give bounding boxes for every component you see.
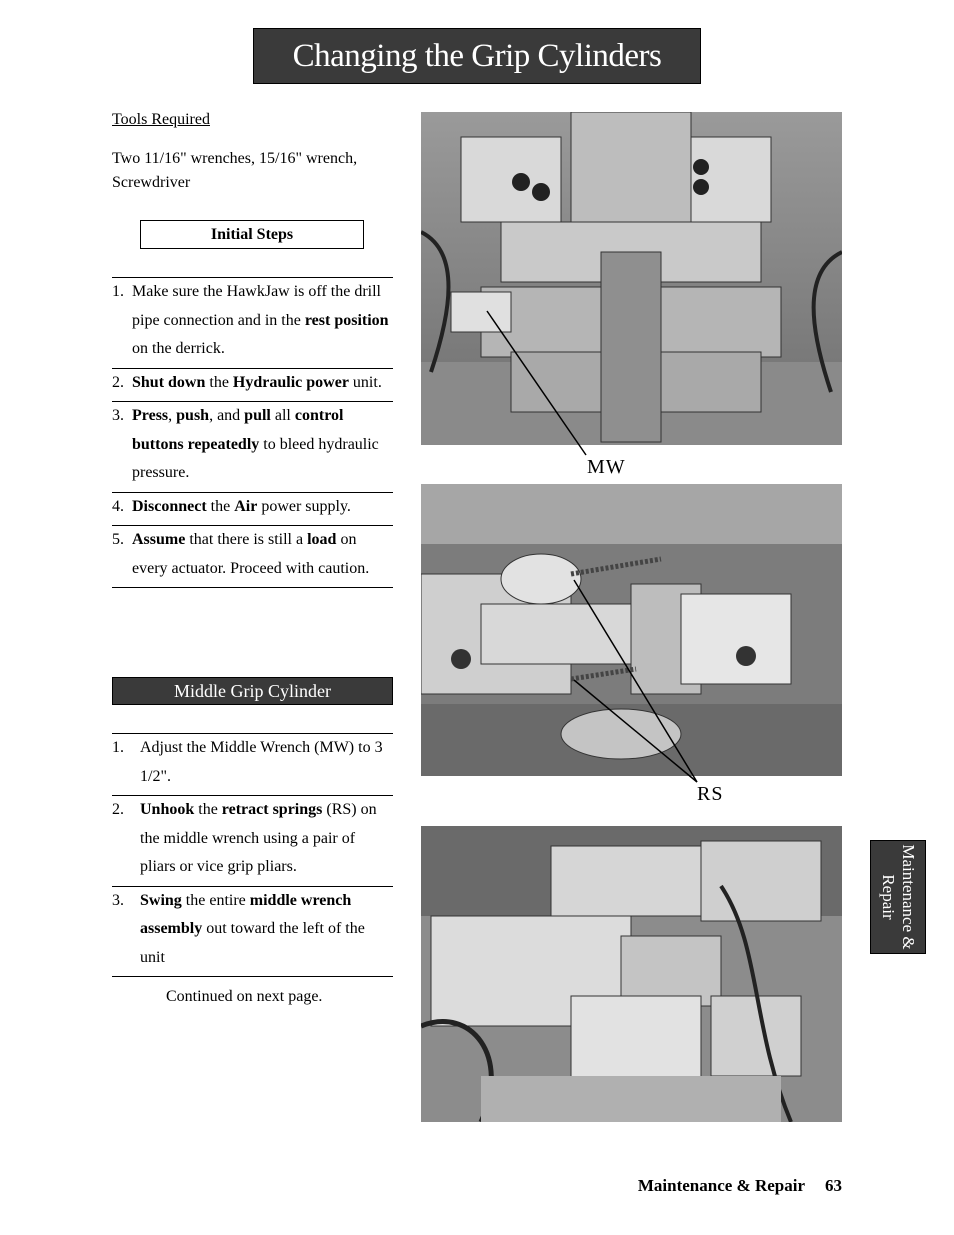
step-text: to bleed hydraulic pressure. — [132, 435, 379, 481]
step-text: the entire — [181, 891, 250, 909]
step-text: the — [194, 801, 222, 818]
step-number: 3. — [112, 407, 124, 424]
step-text: the — [206, 497, 235, 515]
tools-required-label: Tools Required — [112, 111, 210, 128]
step-text: on the derrick. — [132, 340, 225, 357]
side-tab-label: Maintenance & Repair — [879, 844, 918, 950]
step-text: all — [270, 407, 295, 424]
middle-grip-heading: Middle Grip Cylinder — [112, 677, 393, 705]
step-text: on every actuator. Proceed with caution. — [132, 531, 370, 577]
step-number: 3. — [112, 891, 124, 909]
page-number: 63 — [825, 1176, 842, 1195]
step-number: 1. — [112, 283, 124, 300]
step-text-bold: Swing — [140, 891, 182, 909]
step-text-bold: pull — [244, 407, 271, 424]
step-text: that there is still a — [185, 531, 308, 548]
step-text: Make sure the HawkJaw is off the drill pipe connection and in the — [132, 283, 381, 329]
step-text: (RS) on the middle wrench using a pair of pliars or vice grip pliars. — [140, 801, 377, 875]
page-footer — [638, 1176, 842, 1196]
step-text: Adjust the Middle Wrench (MW) to 3 1/2". — [140, 739, 383, 785]
step-text-bold: Press — [132, 407, 169, 424]
step-text-bold: load — [307, 531, 337, 548]
step-text: , and — [209, 407, 245, 424]
footer-section: Maintenance & Repair — [637, 1176, 805, 1195]
step-number: 4. — [112, 497, 124, 515]
continued-note: Continued on next page. — [166, 988, 323, 1005]
label-mw: MW — [587, 456, 626, 478]
step-text: , — [168, 407, 177, 424]
label-rs: RS — [697, 783, 724, 805]
step-text: power supply. — [257, 497, 351, 515]
step-text-bold: Disconnect — [132, 497, 207, 515]
step-text: the — [205, 373, 233, 391]
step-text-bold: Air — [234, 497, 258, 515]
step-text: out toward the left of the unit — [140, 920, 365, 966]
step-number: 2. — [112, 801, 124, 818]
step-text: unit. — [348, 373, 382, 391]
step-text-bold: push — [176, 407, 210, 424]
section-side-tab[interactable] — [870, 840, 926, 954]
step-text-bold: middle wrench assembly — [140, 891, 352, 937]
step-text-bold: Unhook — [140, 801, 195, 818]
step-text-bold: rest position — [304, 311, 389, 329]
step-text-bold: Hydraulic power — [232, 373, 349, 391]
step-text-bold: Assume — [132, 531, 186, 548]
step-text-bold: control buttons repeatedly — [132, 407, 344, 453]
step-text-bold: retract springs — [221, 801, 323, 818]
step-number: 1. — [112, 739, 124, 756]
tools-required-text: Two 11/16" wrenches, 15/16" wrench, Screwdriver — [112, 150, 358, 191]
initial-steps-heading: Initial Steps — [140, 220, 364, 249]
page-title: Changing the Grip Cylinders — [292, 37, 662, 74]
step-number: 2. — [112, 373, 124, 391]
step-number: 5. — [112, 531, 124, 548]
step-text-bold: Shut down — [132, 373, 206, 391]
